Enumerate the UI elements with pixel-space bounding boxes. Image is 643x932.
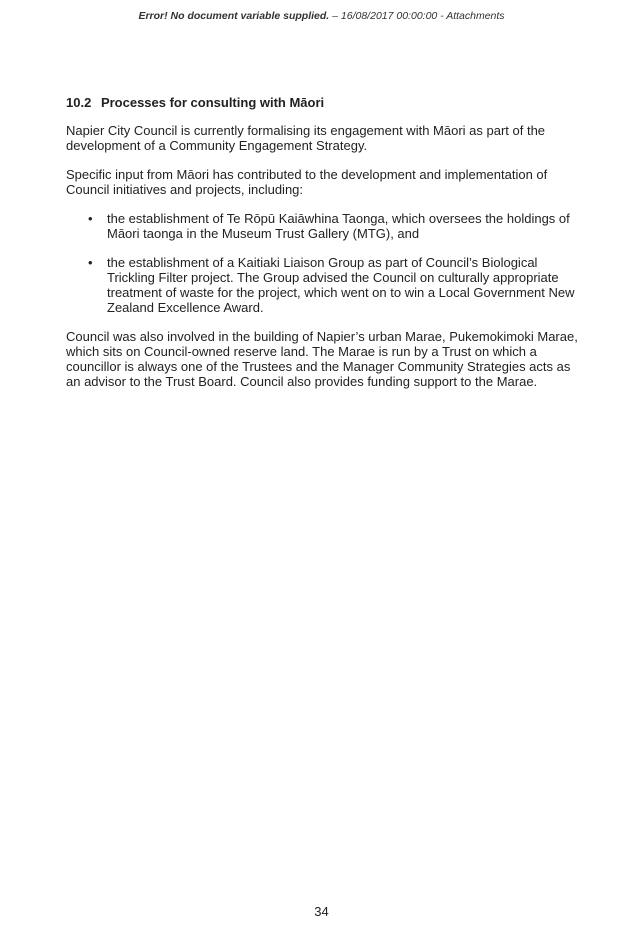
list-item-text: the establishment of Te Rōpū Kaiāwhina Taonga, which oversees the holdings of Māori taonga in the Museum Trust Gallery (MTG), and <box>107 211 570 241</box>
list-item <box>66 211 586 241</box>
header-date-attachments: – 16/08/2017 00:00:00 - Attachments <box>329 10 505 22</box>
bullet-list <box>66 211 586 315</box>
bullet-icon: • <box>88 255 93 270</box>
page-header <box>0 10 643 22</box>
header-error-text: Error! No document variable supplied. <box>138 10 330 22</box>
section-number: 10.2 <box>66 95 92 110</box>
page-number: 34 <box>314 904 329 919</box>
section-heading <box>66 95 586 110</box>
bullet-icon: • <box>88 211 93 226</box>
paragraph-marae: Council was also involved in the building of Napier’s urban Marae, Pukemokimoki Marae, which sits on Council-owned reserve land. The Marae is run by a Trust on which a councillor is always one of the Trustees and the Manager Community Strategies acts as an advisor to the Trust Board. Council also provides funding support to the Marae. <box>66 329 578 389</box>
paragraph-specific-input: Specific input from Māori has contributed to the development and implementation of Council initiatives and projects, including: <box>66 167 548 197</box>
document-body <box>66 95 586 403</box>
paragraph-engagement-strategy: Napier City Council is currently formalising its engagement with Māori as part of the development of a Community Engagement Strategy. <box>66 123 546 153</box>
list-item-text: the establishment of a Kaitiaki Liaison Group as part of Council’s Biological Trickling Filter project. The Group advised the Council on culturally appropriate treatment of waste for the project, which went on to win a Local Government New Zealand Excellence Award. <box>107 255 575 315</box>
section-title: Processes for consulting with Māori <box>100 95 325 110</box>
list-item <box>66 255 586 315</box>
